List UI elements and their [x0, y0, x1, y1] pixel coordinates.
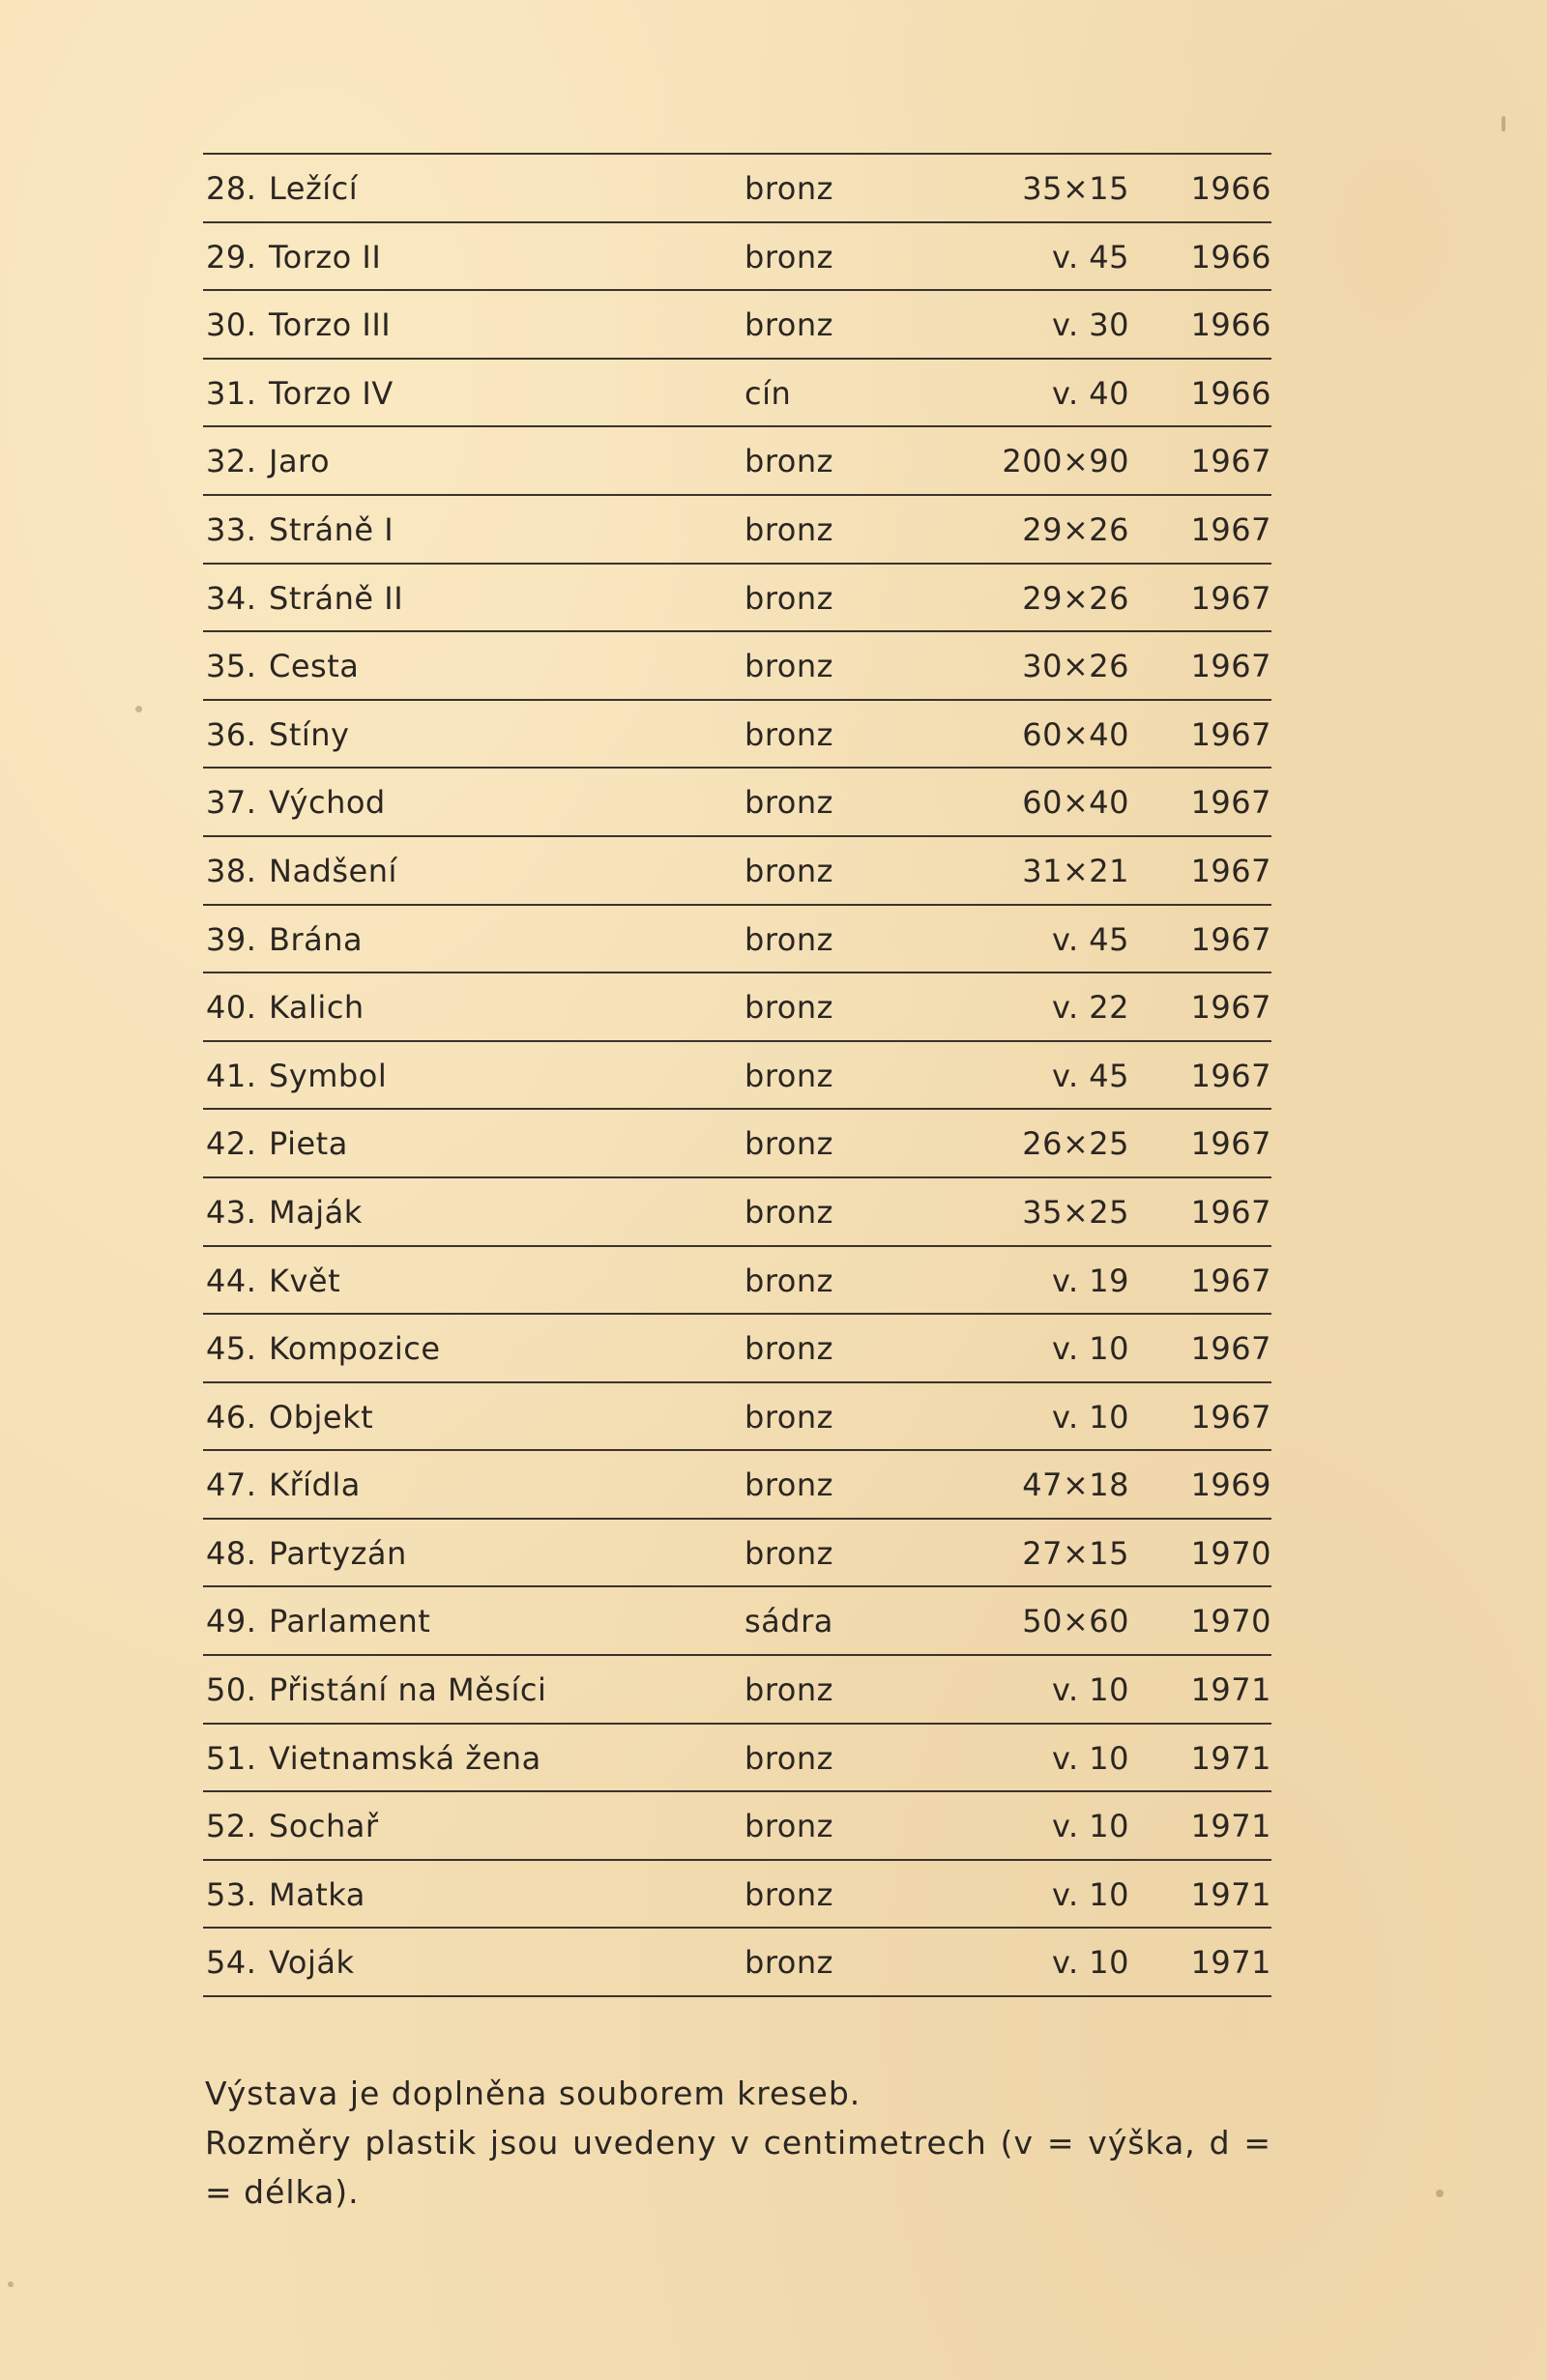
work-year: 1971	[1190, 1944, 1271, 1982]
catalog-number: 49.	[206, 1603, 257, 1640]
catalog-number: 53.	[206, 1875, 257, 1913]
table-body	[203, 155, 1271, 1997]
table-row	[203, 223, 1271, 292]
work-title: Matka	[269, 1875, 365, 1913]
catalog-number: 42.	[206, 1125, 257, 1163]
paper-speck	[1502, 116, 1505, 131]
work-title: Květ	[269, 1262, 341, 1299]
work-dimensions: 200×90	[1002, 443, 1129, 480]
work-dimensions: 47×18	[1022, 1466, 1129, 1504]
catalog-number: 48.	[206, 1534, 257, 1572]
work-material: bronz	[744, 1808, 833, 1845]
work-title: Partyzán	[269, 1534, 407, 1572]
catalog-number: 39.	[206, 920, 257, 958]
work-year: 1967	[1190, 989, 1271, 1027]
work-dimensions: v. 22	[1051, 989, 1129, 1027]
table-row	[203, 906, 1271, 974]
work-dimensions: v. 45	[1051, 238, 1129, 276]
work-title: Maják	[269, 1193, 363, 1231]
work-material: bronz	[744, 1739, 833, 1777]
work-dimensions: 35×15	[1022, 170, 1129, 207]
work-dimensions: v. 45	[1051, 920, 1129, 958]
catalog-number: 28.	[206, 170, 257, 207]
catalog-number: 40.	[206, 989, 257, 1027]
table-row	[203, 1656, 1271, 1725]
work-material: bronz	[744, 784, 833, 822]
table-row	[203, 769, 1271, 837]
work-year: 1967	[1190, 1330, 1271, 1368]
table-row	[203, 1587, 1271, 1656]
work-year: 1971	[1190, 1671, 1271, 1709]
work-dimensions: 50×60	[1022, 1603, 1129, 1640]
catalog-number: 30.	[206, 306, 257, 344]
catalog-number: 44.	[206, 1262, 257, 1299]
work-dimensions: v. 40	[1051, 374, 1129, 412]
work-material: bronz	[744, 1944, 833, 1982]
catalog-number: 36.	[206, 715, 257, 753]
work-year: 1967	[1190, 784, 1271, 822]
work-year: 1966	[1190, 374, 1271, 412]
work-year: 1967	[1190, 1193, 1271, 1231]
work-material: bronz	[744, 510, 833, 548]
catalog-number: 46.	[206, 1398, 257, 1436]
table-row	[203, 973, 1271, 1042]
work-dimensions: v. 45	[1051, 1057, 1129, 1094]
work-year: 1967	[1190, 920, 1271, 958]
work-title: Cesta	[269, 648, 360, 685]
drawings-note: Výstava je doplněna souborem kreseb.	[205, 2075, 861, 2112]
work-material: bronz	[744, 715, 833, 753]
dimensions-note: Rozměry plastik jsou uvedeny v centimetrech (v = výška, d = = délka).	[205, 2124, 1271, 2211]
work-year: 1971	[1190, 1875, 1271, 1913]
work-year: 1971	[1190, 1808, 1271, 1845]
table-row	[203, 291, 1271, 360]
work-title: Ležící	[269, 170, 359, 207]
work-material: bronz	[744, 920, 833, 958]
work-year: 1967	[1190, 1262, 1271, 1299]
work-dimensions: 31×21	[1022, 852, 1129, 889]
work-dimensions: 60×40	[1022, 784, 1129, 822]
table-row	[203, 632, 1271, 701]
paper-speck	[1436, 2190, 1444, 2197]
catalog-number: 37.	[206, 784, 257, 822]
work-title: Nadšení	[269, 852, 397, 889]
table-row	[203, 1929, 1271, 1997]
work-title: Stráně II	[269, 579, 404, 617]
work-material: bronz	[744, 1534, 833, 1572]
work-material: bronz	[744, 1671, 833, 1709]
catalog-number: 50.	[206, 1671, 257, 1709]
table-row	[203, 1383, 1271, 1452]
work-dimensions: v. 10	[1051, 1875, 1129, 1913]
work-year: 1967	[1190, 1398, 1271, 1436]
work-material: cín	[744, 374, 792, 412]
work-title: Kalich	[269, 989, 365, 1027]
work-title: Křídla	[269, 1466, 361, 1504]
catalog-number: 31.	[206, 374, 257, 412]
work-year: 1967	[1190, 1125, 1271, 1163]
work-dimensions: 35×25	[1022, 1193, 1129, 1231]
work-material: bronz	[744, 579, 833, 617]
table-row	[203, 837, 1271, 906]
work-year: 1967	[1190, 715, 1271, 753]
work-title: Objekt	[269, 1398, 374, 1436]
work-title: Symbol	[269, 1057, 388, 1094]
catalog-number: 52.	[206, 1808, 257, 1845]
work-material: bronz	[744, 306, 833, 344]
catalog-number: 35.	[206, 648, 257, 685]
work-title: Východ	[269, 784, 386, 822]
work-year: 1967	[1190, 579, 1271, 617]
work-dimensions: 29×26	[1022, 510, 1129, 548]
work-title: Sochař	[269, 1808, 379, 1845]
work-title: Přistání na Měsíci	[269, 1671, 547, 1709]
catalog-number: 34.	[206, 579, 257, 617]
work-year: 1967	[1190, 510, 1271, 548]
work-material: bronz	[744, 443, 833, 480]
work-dimensions: 29×26	[1022, 579, 1129, 617]
work-title: Voják	[269, 1944, 355, 1982]
work-dimensions: 27×15	[1022, 1534, 1129, 1572]
work-year: 1967	[1190, 1057, 1271, 1094]
work-title: Torzo IV	[269, 374, 394, 412]
work-title: Stráně I	[269, 510, 394, 548]
work-dimensions: v. 10	[1051, 1944, 1129, 1982]
work-title: Torzo II	[269, 238, 382, 276]
table-row	[203, 1110, 1271, 1178]
paper-speck	[8, 2281, 14, 2287]
table-row	[203, 1725, 1271, 1793]
work-title: Brána	[269, 920, 364, 958]
table-row	[203, 1861, 1271, 1930]
work-title: Kompozice	[269, 1330, 441, 1368]
work-year: 1966	[1190, 238, 1271, 276]
work-dimensions: v. 10	[1051, 1739, 1129, 1777]
work-title: Pieta	[269, 1125, 348, 1163]
sculpture-catalog-table	[203, 153, 1271, 1997]
work-material: bronz	[744, 1398, 833, 1436]
catalog-number: 41.	[206, 1057, 257, 1094]
table-row	[203, 565, 1271, 633]
catalog-number: 54.	[206, 1944, 257, 1982]
catalog-number: 51.	[206, 1739, 257, 1777]
work-title: Jaro	[269, 443, 331, 480]
work-year: 1970	[1190, 1603, 1271, 1640]
table-row	[203, 1042, 1271, 1111]
work-year: 1970	[1190, 1534, 1271, 1572]
work-year: 1967	[1190, 443, 1271, 480]
work-dimensions: v. 10	[1051, 1808, 1129, 1845]
work-material: bronz	[744, 1330, 833, 1368]
work-material: bronz	[744, 238, 833, 276]
table-row	[203, 1247, 1271, 1316]
catalog-number: 38.	[206, 852, 257, 889]
work-dimensions: v. 10	[1051, 1330, 1129, 1368]
work-material: bronz	[744, 989, 833, 1027]
work-year: 1967	[1190, 648, 1271, 685]
work-material: bronz	[744, 1125, 833, 1163]
work-material: bronz	[744, 170, 833, 207]
work-year: 1966	[1190, 170, 1271, 207]
work-year: 1971	[1190, 1739, 1271, 1777]
table-row	[203, 1451, 1271, 1520]
work-material: bronz	[744, 648, 833, 685]
catalog-number: 47.	[206, 1466, 257, 1504]
table-row	[203, 1792, 1271, 1861]
work-material: bronz	[744, 1057, 833, 1094]
catalog-number: 33.	[206, 510, 257, 548]
work-dimensions: 26×25	[1022, 1125, 1129, 1163]
work-dimensions: 60×40	[1022, 715, 1129, 753]
table-row	[203, 1315, 1271, 1383]
work-material: bronz	[744, 852, 833, 889]
paper-speck	[135, 706, 142, 712]
work-material: bronz	[744, 1262, 833, 1299]
work-title: Stíny	[269, 715, 350, 753]
catalog-number: 32.	[206, 443, 257, 480]
work-year: 1969	[1190, 1466, 1271, 1504]
work-dimensions: 30×26	[1022, 648, 1129, 685]
work-dimensions: v. 10	[1051, 1671, 1129, 1709]
catalog-number: 29.	[206, 238, 257, 276]
table-row	[203, 427, 1271, 496]
work-material: bronz	[744, 1875, 833, 1913]
table-row	[203, 155, 1271, 223]
work-material: bronz	[744, 1193, 833, 1231]
work-title: Torzo III	[269, 306, 392, 344]
catalog-number: 45.	[206, 1330, 257, 1368]
catalog-number: 43.	[206, 1193, 257, 1231]
work-dimensions: v. 19	[1051, 1262, 1129, 1299]
work-material: sádra	[744, 1603, 833, 1640]
work-dimensions: v. 10	[1051, 1398, 1129, 1436]
table-row	[203, 1520, 1271, 1588]
work-year: 1966	[1190, 306, 1271, 344]
table-row	[203, 1178, 1271, 1247]
table-row	[203, 701, 1271, 769]
work-title: Parlament	[269, 1603, 431, 1640]
table-row	[203, 496, 1271, 565]
work-year: 1967	[1190, 852, 1271, 889]
table-row	[203, 360, 1271, 428]
catalog-notes	[205, 2069, 1271, 2217]
work-dimensions: v. 30	[1051, 306, 1129, 344]
work-title: Vietnamská žena	[269, 1739, 541, 1777]
work-material: bronz	[744, 1466, 833, 1504]
